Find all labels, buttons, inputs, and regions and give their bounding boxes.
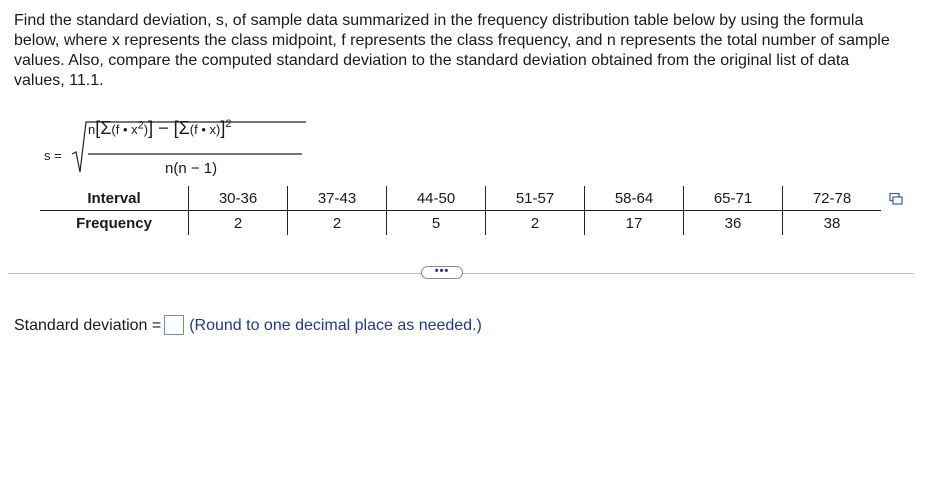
frequency-cell: 17 — [585, 211, 684, 236]
interval-cell: 51-57 — [486, 186, 585, 211]
interval-header: Interval — [40, 186, 189, 211]
frequency-row — [40, 211, 881, 236]
answer-input[interactable] — [164, 315, 184, 335]
interval-cell: 30-36 — [189, 186, 288, 211]
question-text: Find the standard deviation, s, of sample data summarized in the frequency distribution table below by using the formula below, where x represents the class midpoint, f represents the class frequency, and n represents the total number of sample values. Also, compare the computed standard deviation to the standard deviation obtained from the original list of data values, 11.1. — [14, 12, 890, 89]
sum-symbol-1: Σ — [100, 118, 112, 138]
frequency-cell: 2 — [486, 211, 585, 236]
frequency-cell: 2 — [288, 211, 387, 236]
frequency-header: Frequency — [76, 214, 152, 232]
copy-table-icon[interactable] — [889, 192, 903, 206]
formula-minus: − — [158, 118, 169, 138]
expand-more-button[interactable]: ••• — [421, 266, 463, 279]
std-dev-formula — [44, 114, 324, 184]
answer-label: Standard deviation = — [14, 317, 162, 334]
sum-symbol-2: Σ — [178, 118, 190, 138]
interval-cell: 44-50 — [387, 186, 486, 211]
frequency-cell: 38 — [783, 211, 882, 236]
formula-fx: f • x — [194, 122, 217, 137]
frequency-cell: 5 — [387, 211, 486, 236]
formula-n: n — [88, 122, 96, 137]
formula-fx2-exp: 2 — [137, 119, 144, 132]
frequency-table — [40, 186, 881, 235]
formula-outer-exp: 2 — [225, 118, 232, 130]
interval-cell: 58-64 — [585, 186, 684, 211]
answer-hint: (Round to one decimal place as needed.) — [189, 317, 482, 334]
formula-numerator: n[Σ(f • $x^2)] - [\Sigma(f$ • x)]$^2$ — [88, 118, 232, 138]
formula-lhs: s = — [44, 148, 62, 163]
frequency-cell: 36 — [684, 211, 783, 236]
formula-denominator: n(n − 1) — [165, 160, 218, 177]
frequency-cell: 2 — [189, 211, 288, 236]
interval-cell: 72-78 — [783, 186, 882, 211]
interval-row — [40, 186, 881, 211]
interval-cell: 65-71 — [684, 186, 783, 211]
interval-cell: 37-43 — [288, 186, 387, 211]
answer-line — [14, 314, 482, 338]
formula-fx2: f • x — [115, 122, 138, 137]
